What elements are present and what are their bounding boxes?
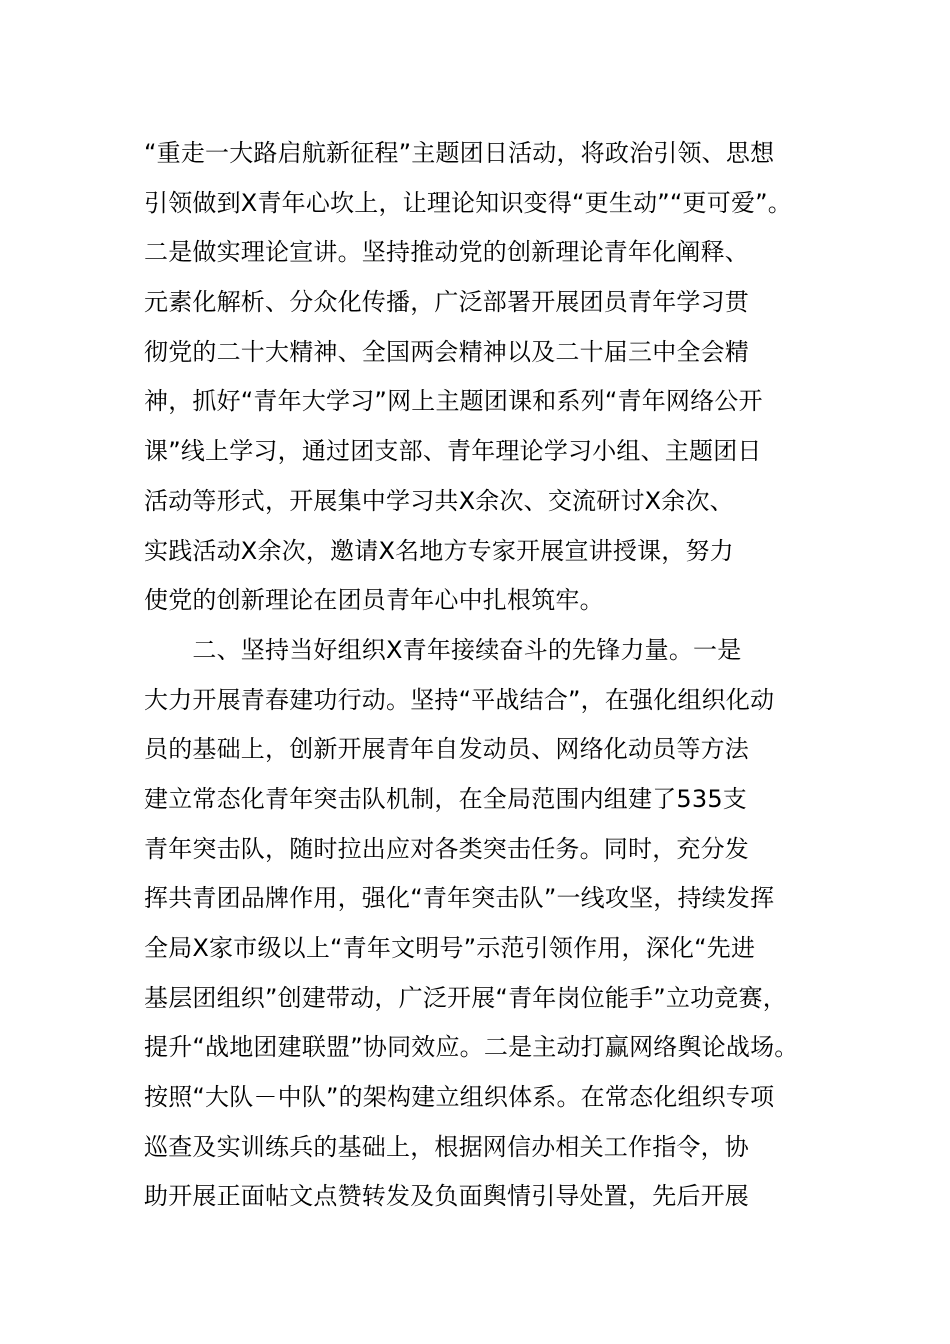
section-heading-line: 二、坚持当好组织X青年接续奋斗的先锋力量。一是	[144, 635, 742, 664]
text-line: 建立常态化青年突击队机制，在全局范围内组建了535支	[144, 784, 748, 813]
text-line: “重走一大路启航新征程”主题团日活动，将政治引领、思想	[144, 139, 775, 167]
text-line: 青年突击队，随时拉出应对各类突击任务。同时，充分发	[144, 834, 749, 863]
text-line: 员的基础上，创新开展青年自发动员、网络化动员等方法	[144, 735, 749, 764]
text-line: 巡查及实训练兵的基础上，根据网信办相关工作指令，协	[144, 1132, 749, 1161]
text-line: 挥共青团品牌作用，强化“青年突击队”一线攻坚，持续发挥	[144, 884, 775, 913]
text-line: 全局X家市级以上“青年文明号”示范引领作用，深化“先进	[144, 934, 756, 962]
text-line: 彻党的二十大精神、全国两会精神以及二十届三中全会精	[144, 337, 749, 366]
text-line: 二是做实理论宣讲。坚持推动党的创新理论青年化阐释、	[144, 238, 749, 267]
text-line: 引领做到X青年心坎上，让理论知识变得“更生动”“更可爱”。	[144, 188, 792, 217]
text-line: 活动等形式，开展集中学习共X余次、交流研讨X余次、	[144, 486, 734, 515]
document-body	[144, 129, 844, 1222]
text-line: 按照“大队－中队”的架构建立组织体系。在常态化组织专项	[144, 1083, 775, 1112]
text-line: 神，抓好“青年大学习”网上主题团课和系列“青年网络公开	[144, 387, 763, 416]
text-line: 课”线上学习，通过团支部、青年理论学习小组、主题团日	[144, 437, 762, 466]
text-line: 使党的创新理论在团员青年心中扎根筑牢。	[144, 586, 604, 615]
text-line: 提升“战地团建联盟”协同效应。二是主动打赢网络舆论战场。	[144, 1033, 799, 1062]
text-line: 助开展正面帖文点赞转发及负面舆情引导处置，先后开展	[144, 1182, 749, 1211]
text-line: 实践活动X余次，邀请X名地方专家开展宣讲授课，努力	[144, 536, 734, 565]
text-line: 基层团组织”创建带动，广泛开展“青年岗位能手”立功竞赛，	[144, 983, 787, 1012]
text-line: 元素化解析、分众化传播，广泛部署开展团员青年学习贯	[144, 288, 749, 317]
text-line: 大力开展青春建功行动。坚持“平战结合”，在强化组织化动	[144, 685, 775, 714]
